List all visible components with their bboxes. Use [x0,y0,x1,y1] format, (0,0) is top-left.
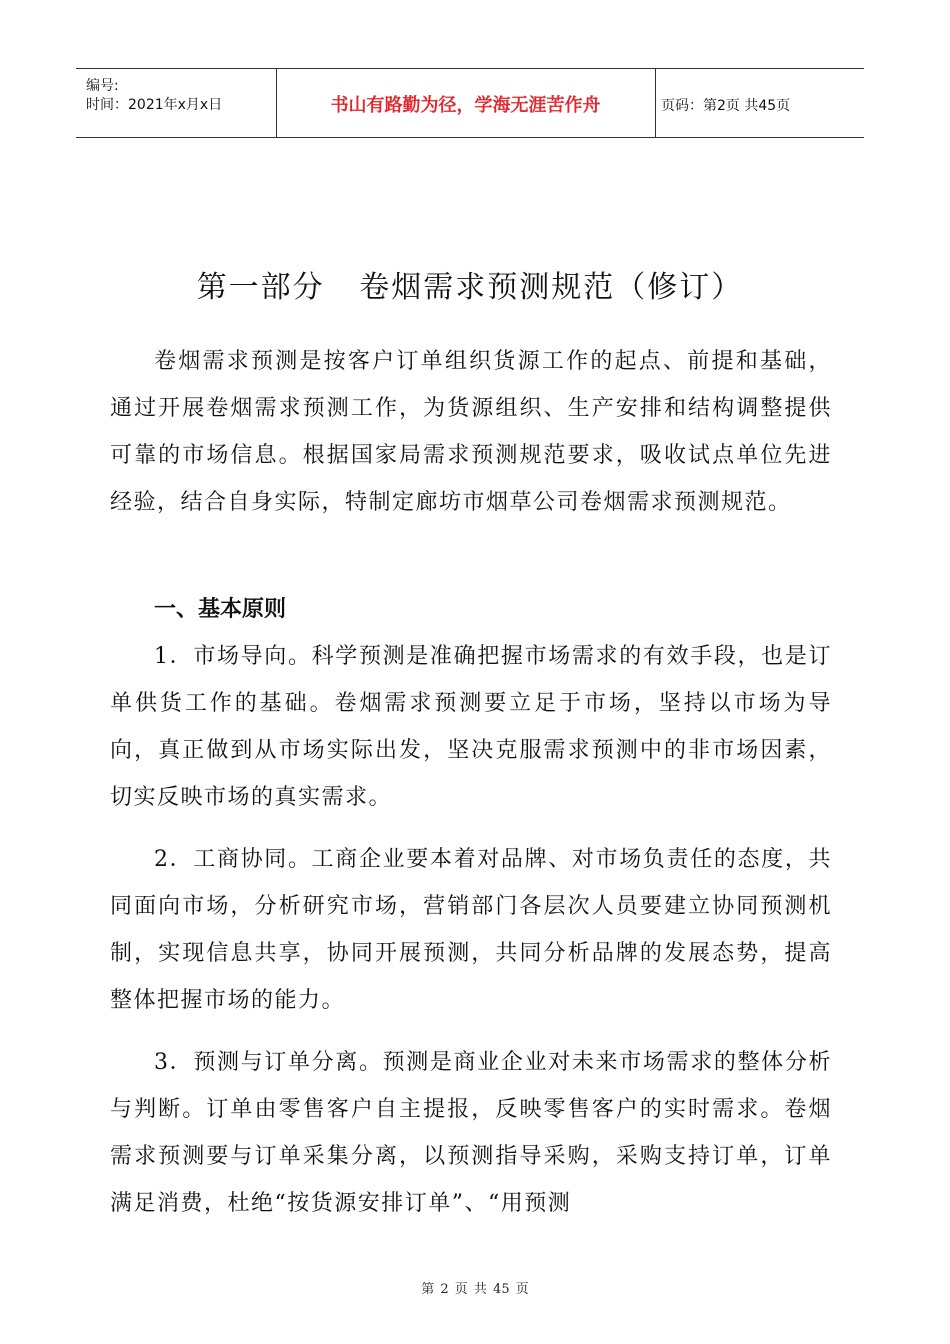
principle-paragraph-1: 1．市场导向。科学预测是准确把握市场需求的有效手段，也是订单供货工作的基础。卷烟需求预测要立足于市场，坚持以市场为导向，真正做到从市场实际出发，坚决克服需求预测中的非市场因素，切实反映市场的真实需求。 [110,644,832,810]
header-info-cell [76,69,277,137]
header-motto-cell [276,69,656,137]
section-heading: 一、基本原则 [154,597,287,622]
document-number-label: 编号: [86,78,119,94]
principle-paragraph-3: 3．预测与订单分离。预测是商业企业对未来市场需求的整体分析与判断。订单由零售客户自主提报，反映零售客户的实时需求。卷烟需求预测要与订单采集分离，以预测指导采购，采购支持订单，订单满足消费，杜绝“按货源安排订单”、“用预测 [110,1050,832,1216]
header-page-number: 页码：第2页 共45页 [661,98,791,114]
intro-paragraph: 卷烟需求预测是按客户订单组织货源工作的起点、前提和基础，通过开展卷烟需求预测工作，为货源组织、生产安排和结构调整提供可靠的市场信息。根据国家局需求预测规范要求，吸收试点单位先进经验，结合自身实际，特制定廊坊市烟草公司卷烟需求预测规范。 [110,349,832,515]
principle-paragraph-2: 2．工商协同。工商企业要本着对品牌、对市场负责任的态度，共同面向市场，分析研究市场，营销部门各层次人员要建立协同预测机制，实现信息共享，协同开展预测，共同分析品牌的发展态势，提高整体把握市场的能力。 [110,847,832,1013]
document-header [76,68,864,138]
header-page-cell [655,69,864,137]
page-title: 第一部分 卷烟需求预测规范（修订） [196,270,744,305]
page-footer: 第 2 页 共 45 页 [421,1282,529,1297]
header-motto: 书山有路勤为径，学海无涯苦作舟 [330,95,601,116]
document-time-label: 时间：2021年x月x日 [86,97,223,113]
